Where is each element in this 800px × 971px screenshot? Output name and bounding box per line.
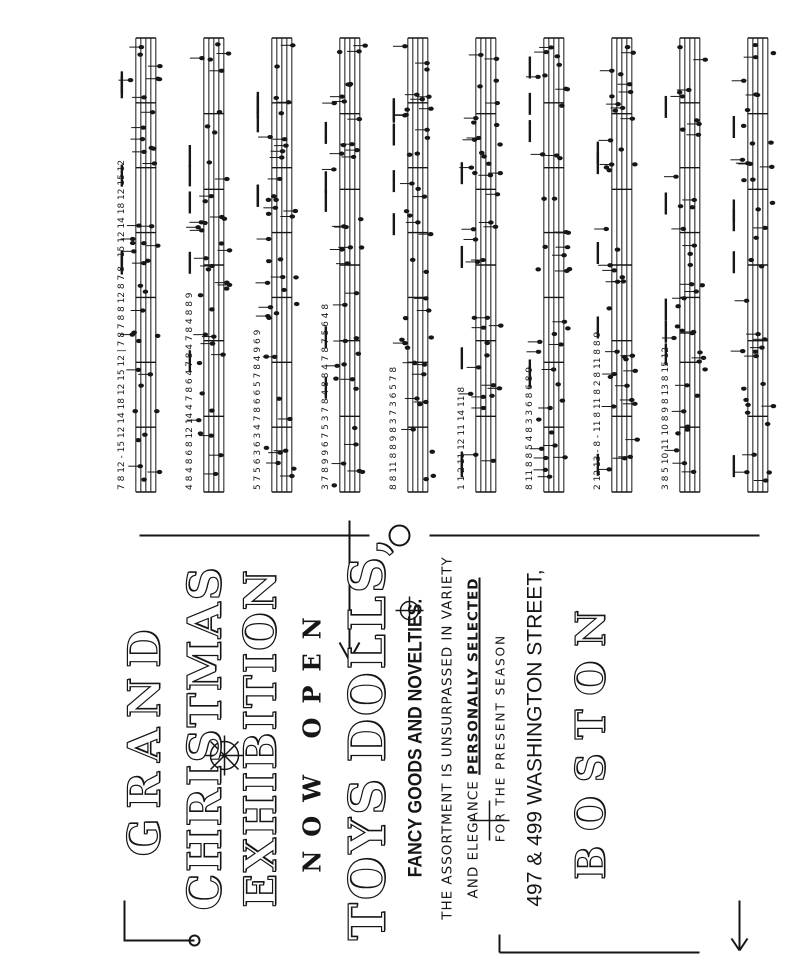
headline-christmas: CHRISTMAS: [177, 565, 232, 911]
personally-selected-text: PERSONALLY SELECTED: [465, 577, 482, 775]
sheet-music: [110, 30, 790, 500]
fingering-text: 1 1 2 11 12 11 14 11 8: [457, 386, 468, 490]
assortment-line: THE ASSORTMENT IS UNSURPASSED IN VARIETY: [439, 556, 456, 920]
fancy-goods-line: FANCY GOODS AND NOVELTIES.: [405, 598, 427, 878]
toys-text: TOYS: [337, 775, 397, 941]
city-boston: BOSTON: [567, 596, 615, 880]
fingering-text: 3 7 8 9 9 6 7 5 3 7 8 4 8 8 4 7 8 7 5 6 4 8: [321, 303, 332, 490]
fingering-text: 4 8 4 8 6 8 12 14 4 7 8 6 4 7 8 4 7 8 4 8 8 9: [185, 292, 196, 490]
dolls-text: DOLLS,: [337, 535, 397, 763]
fingering-text: 8 8 11 8 8 9 8 3 7 3 6 5 7 8: [389, 366, 400, 490]
fingering-text: 2 12 13 - 8 - 11 8 11 8 2 8 11 8 8 9: [593, 331, 604, 490]
fingering-text: 7 8 12 - 15 12 14 18 12 15 12 | 7 8 7 8 8 12 8 7 8 - 15 12 14 18 12 15 12: [117, 159, 128, 490]
now-open-text: NOW OPEN: [297, 603, 327, 873]
staff-group: [730, 38, 776, 492]
fingering-text: 5 7 5 6 3 6 3 4 7 8 6 6 5 7 8 4 9 6 9: [253, 329, 264, 490]
headline-exhibition: EXHIBITION: [235, 568, 287, 908]
fingering-text: 3 8 5 10 11 10 8 9 8 13 8 15 12: [661, 346, 672, 490]
address-line: 497 & 499 WASHINGTON STREET,: [523, 569, 547, 907]
fingering-text: 8 11 8 8 5 4 8 3 3 6 8 6 8 9: [525, 366, 536, 490]
season-line: FOR THE PRESENT SEASON: [493, 633, 508, 843]
elegance-line: [466, 516, 482, 961]
headline-grand: GRAND: [119, 619, 171, 857]
advertisement: [100, 515, 790, 960]
elegance-prefix: AND ELEGANCE: [465, 774, 482, 899]
staff-group: [393, 38, 436, 492]
